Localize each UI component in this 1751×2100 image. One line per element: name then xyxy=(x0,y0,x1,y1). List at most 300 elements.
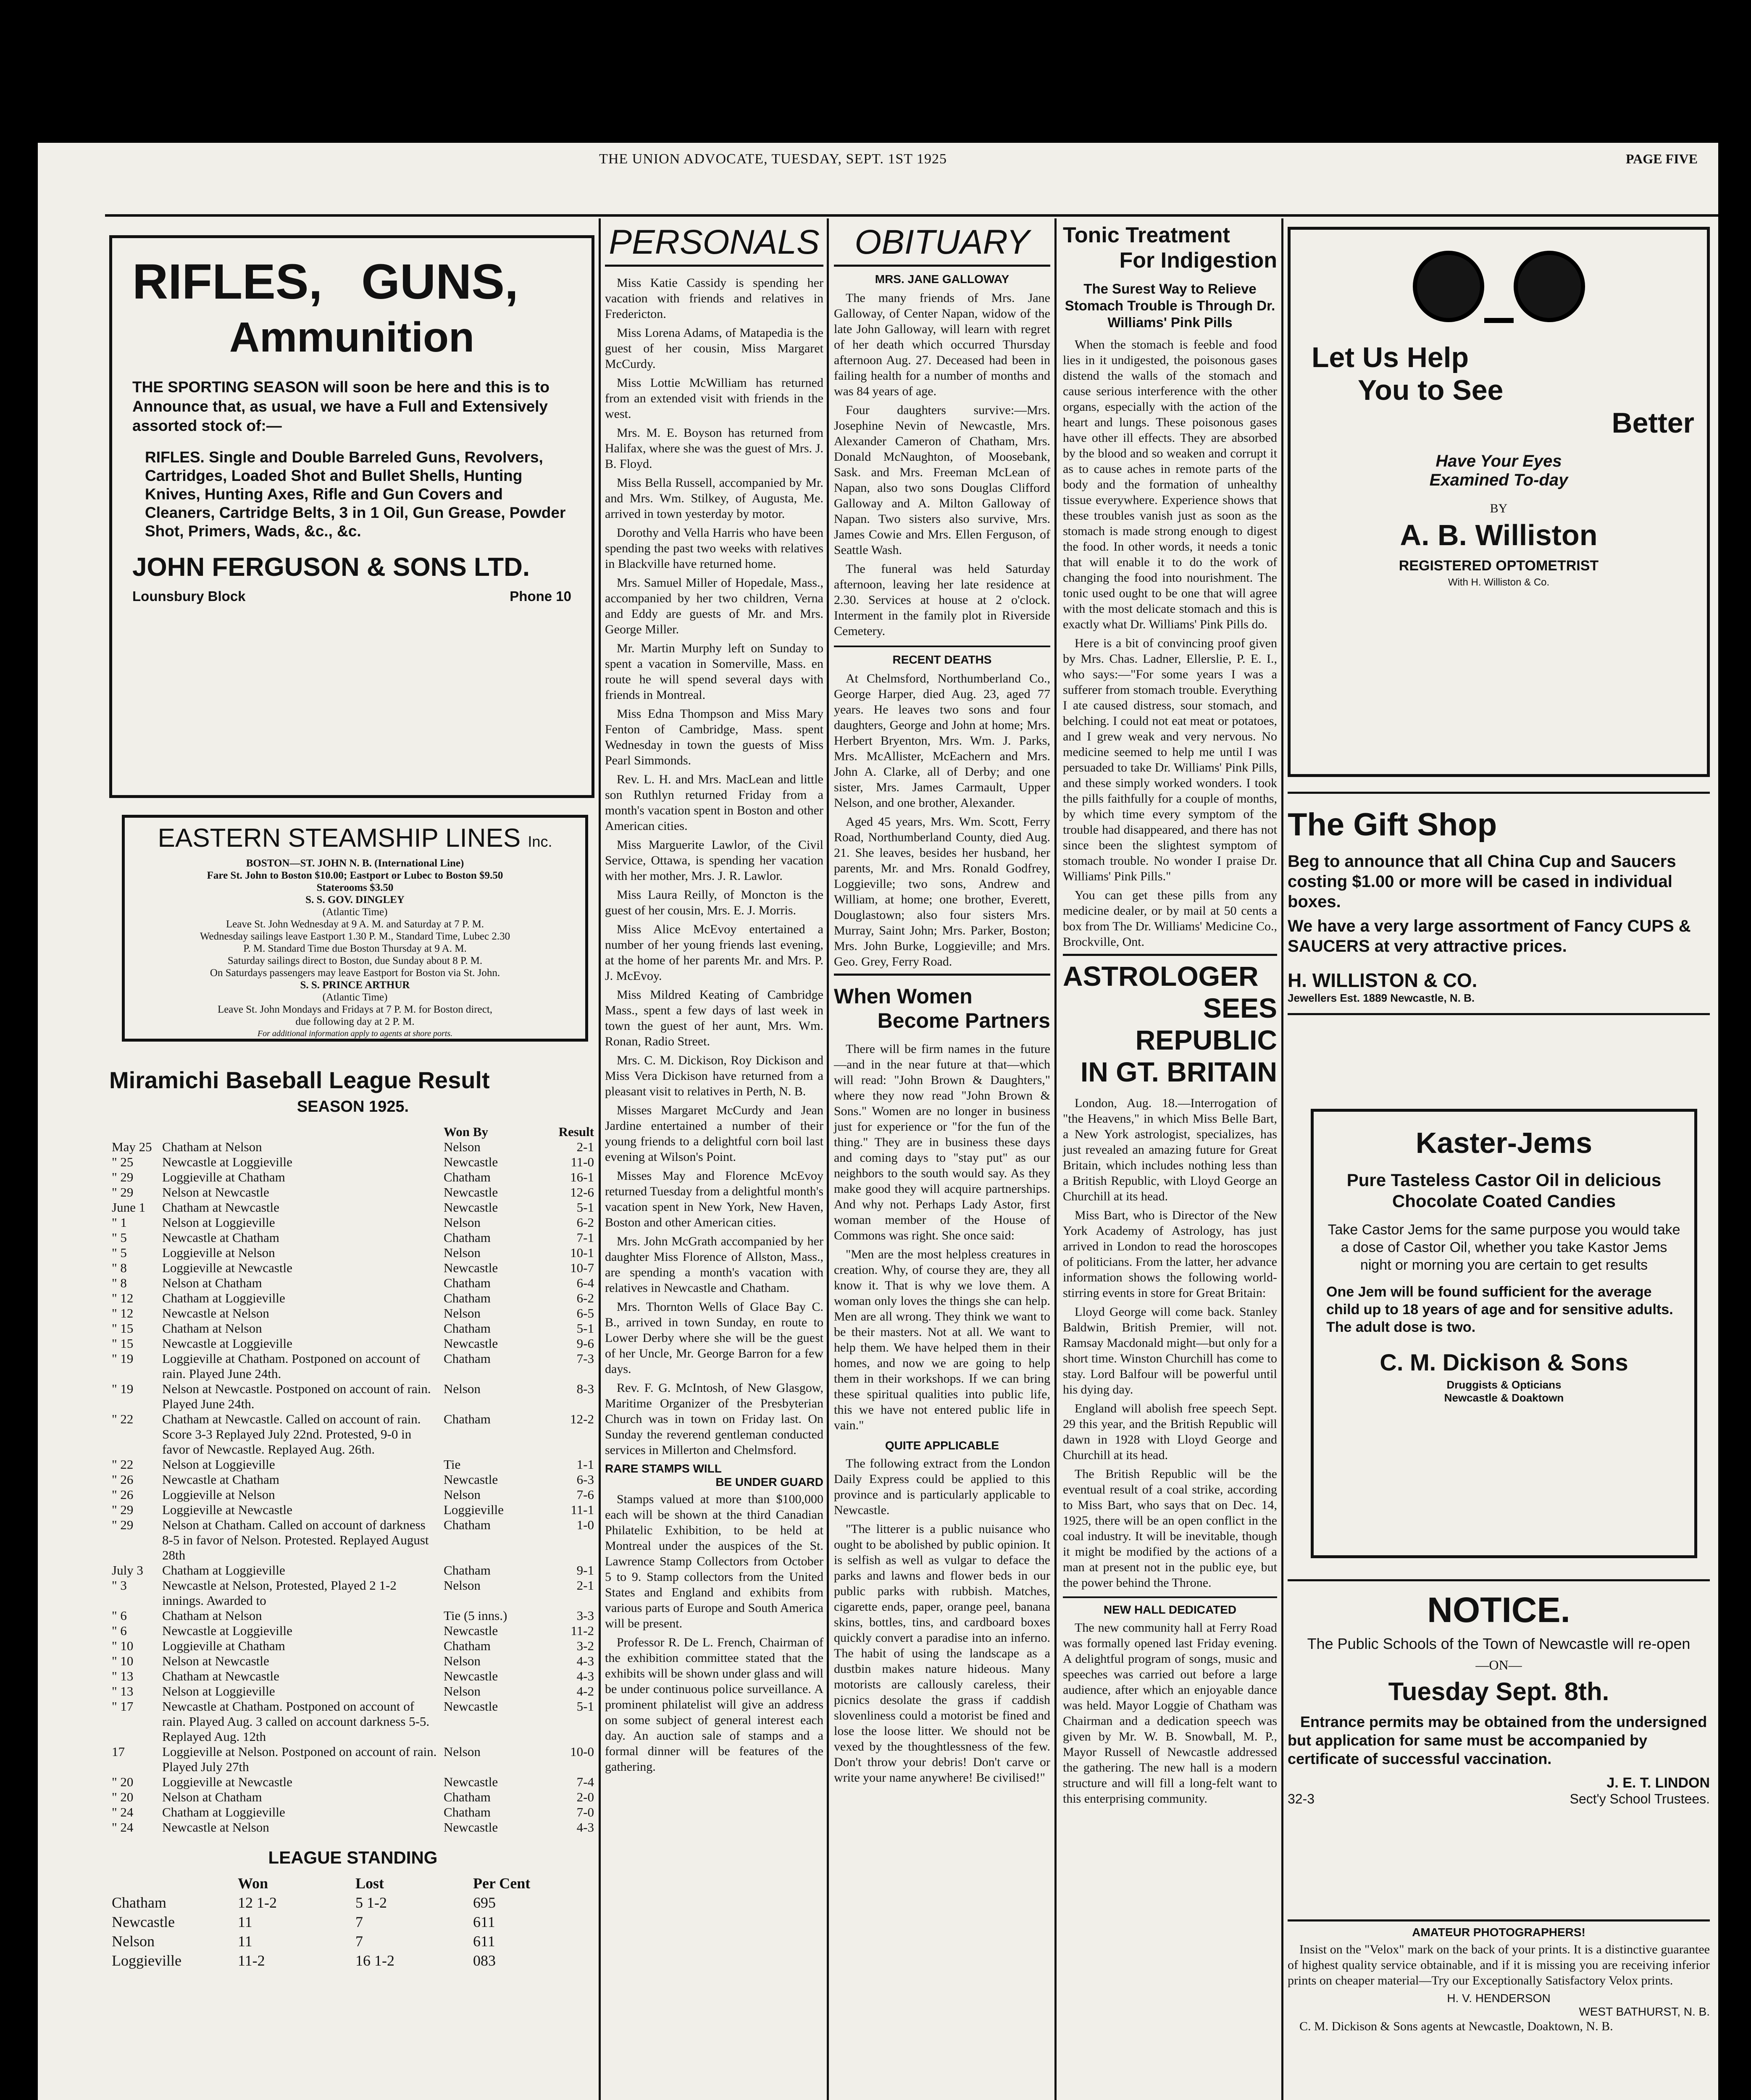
column-rule-4 xyxy=(1281,218,1283,2100)
game-score: 12-2 xyxy=(570,1412,594,1426)
game-winner: Nelson xyxy=(444,1684,481,1698)
kaster-body: Take Castor Jems for the same purpose you would take a dose of Castor Oil, whether you take Kastor Jems night or morning you are certain to get results xyxy=(1328,1222,1680,1273)
standing-row xyxy=(109,1893,597,1912)
tonic-title-2: For Indigestion xyxy=(1119,248,1277,273)
personal-paragraph: Miss Katie Cassidy is spending her vacation with friends and relatives in Fredericton. xyxy=(605,276,823,321)
game-score: 12-6 xyxy=(570,1185,594,1200)
personal-paragraph: Miss Alice McEvoy entertained a number of her young friends last evening, at the home of her parents Mr. and Mrs. P. J. McEvoy. xyxy=(605,922,823,983)
obituary-title: OBITUARY xyxy=(834,223,1050,267)
gift-shop-sub: Jewellers Est. 1889 Newcastle, N. B. xyxy=(1288,992,1475,1004)
game-row xyxy=(109,1170,597,1185)
game-date: " 29 xyxy=(112,1502,134,1517)
game-matchup: Nelson at Chatham xyxy=(162,1790,262,1804)
game-date: " 10 xyxy=(112,1638,134,1653)
steamship-line: On Saturdays passengers may leave Eastport for Boston via St. John. xyxy=(210,967,500,979)
ferguson-address: Lounsbury Block xyxy=(132,588,246,604)
game-matchup: Newcastle at Chatham. Postponed on account of rain. Played Aug. 3 called on account darkness 5-5. Replayed Aug. 12th xyxy=(162,1699,430,1744)
standing-col-head: Won xyxy=(238,1875,268,1892)
standing-row xyxy=(109,1951,597,1970)
game-date: " 1 xyxy=(112,1215,127,1230)
personal-paragraph: Miss Edna Thompson and Miss Mary Fenton of Cambridge, Mass. spent Wednesday in town the guests of Miss Pearl Simmonds. xyxy=(605,707,823,767)
game-winner: Nelson xyxy=(444,1306,481,1320)
game-score: 11-2 xyxy=(571,1623,594,1638)
standing-cell: 611 xyxy=(473,1914,495,1930)
notice-title: NOTICE. xyxy=(1427,1590,1570,1630)
game-score: 6-5 xyxy=(576,1306,594,1320)
kaster-sub: Pure Tasteless Castor Oil in delicious Chocolate Coated Candies xyxy=(1346,1170,1662,1211)
game-row xyxy=(109,1684,597,1699)
game-winner: Newcastle xyxy=(444,1669,498,1683)
stamps-paragraph: Professor R. De L. French, Chairman of the exhibition committee stated that the exhibits will be shown under glass and will be under continuous police surveillance. A prominent philatelist will give an address on some subject of general interest each day. An auction sale of stamps and a formal dinner will be features of the gathering. xyxy=(605,1635,823,1774)
game-winner: Chatham xyxy=(444,1291,491,1305)
game-matchup: Loggieville at Nelson xyxy=(162,1487,275,1502)
standing-cell: Nelson xyxy=(112,1933,155,1950)
game-matchup: Nelson at Chatham. Called on account of darkness 8-5 in favor of Nelson. Protested. Replayed August 28th xyxy=(162,1517,429,1562)
obituary-paragraph: Four daughters survive:—Mrs. Josephine Nevin of Newcastle, Mrs. Alexander Cameron of Chatham, Mrs. Donald McNaughton, of Moosebank, Sask. and Mrs. Freeman McLean of Napan, also two sons Douglas Clifford Galloway and A. Milton Galloway of Napan. Two sisters also survive, Mrs. James Cowie and Mrs. Ellen Ferguson, of Seattle Wash. xyxy=(834,403,1050,557)
game-matchup: Nelson at Newcastle xyxy=(162,1185,269,1200)
game-winner: Newcastle xyxy=(444,1472,498,1487)
game-winner: Newcastle xyxy=(444,1699,498,1714)
gift-shop-firm: H. WILLISTON & CO. xyxy=(1288,969,1478,991)
standing-cell: 5 1-2 xyxy=(355,1894,387,1911)
rifles-intro: THE SPORTING SEASON will soon be here and this is to Announce that, as usual, we have a Full and Extensively assorted stock of:— xyxy=(132,378,549,434)
game-row xyxy=(109,1412,597,1457)
game-row xyxy=(109,1139,597,1155)
game-row xyxy=(109,1321,597,1336)
steamship-line: Leave St. John Wednesday at 9 A. M. and Saturday at 7 P. M. xyxy=(226,919,484,930)
steamship-line: P. M. Standard Time due Boston Thursday at 9 A. M. xyxy=(243,943,467,954)
personal-paragraph: Miss Marguerite Lawlor, of the Civil Service, Ottawa, is spending her vacation with her mother, Mrs. J. R. Lawlor. xyxy=(605,838,823,883)
game-date: " 13 xyxy=(112,1684,134,1698)
standing-cell: Chatham xyxy=(112,1894,166,1911)
game-winner: Nelson xyxy=(444,1744,481,1759)
personal-paragraph: Mrs. Thornton Wells of Glace Bay C. B., arrived in town Sunday, en route to Lower Derby where she will be the guest of her Uncle, Mr. George Barron for a few days. xyxy=(605,1300,823,1376)
guns-title: GUNS, xyxy=(361,254,518,310)
standing-col-head: Lost xyxy=(355,1875,384,1892)
game-matchup: Chatham at Loggieville xyxy=(162,1563,285,1578)
steamship-title: EASTERN STEAMSHIP LINES xyxy=(158,824,521,853)
stamps-article xyxy=(605,1491,823,1774)
steamship-line: S. S. GOV. DINGLEY xyxy=(305,894,405,906)
game-date: " 8 xyxy=(112,1260,127,1275)
game-date: " 12 xyxy=(112,1291,134,1305)
standing-col-head xyxy=(109,1874,235,1893)
standing-cell: 7 xyxy=(355,1914,363,1930)
obituary-paragraph: The funeral was held Saturday afternoon, leaving her late residence at 2.30. Services at house at 2 o'clock. Interment in the family plot in Riverside Cemetery. xyxy=(834,562,1050,638)
game-winner: Chatham xyxy=(444,1517,491,1532)
game-matchup: Nelson at Loggieville xyxy=(162,1215,275,1230)
standing-row xyxy=(109,1932,597,1951)
notice-body-2: Entrance permits may be obtained from the undersigned but application for same must be accompanied by certificate of successful vaccination. xyxy=(1288,1713,1707,1767)
column-rule-2 xyxy=(827,218,829,2100)
game-matchup: Loggieville at Chatham. Postponed on account of rain. Played June 24th. xyxy=(162,1351,420,1381)
game-winner: Newcastle xyxy=(444,1336,498,1351)
column-rule-3 xyxy=(1054,218,1057,2100)
game-date: " 13 xyxy=(112,1669,134,1683)
notice-body: The Public Schools of the Town of Newcastle will re-open xyxy=(1307,1635,1691,1652)
game-matchup: Chatham at Newcastle xyxy=(162,1200,279,1215)
personal-paragraph: Mrs. Samuel Miller of Hopedale, Mass., accompanied by her two children, Verna and Eddy are guests of Mr. and Mrs. George Miller. xyxy=(605,576,823,636)
personals-column xyxy=(605,223,823,1778)
game-score: 1-1 xyxy=(576,1457,594,1472)
notice-date: Tuesday Sept. 8th. xyxy=(1388,1677,1609,1706)
baseball-season: SEASON 1925. xyxy=(297,1098,409,1116)
game-score: 4-3 xyxy=(576,1654,594,1668)
game-matchup: Chatham at Loggieville xyxy=(162,1291,285,1305)
spectacles-icon xyxy=(1303,251,1694,324)
col-won-by: Won By xyxy=(444,1124,488,1139)
game-matchup: Chatham at Nelson xyxy=(162,1608,262,1623)
league-standing-title: LEAGUE STANDING xyxy=(268,1848,438,1867)
game-score: 5-1 xyxy=(576,1699,594,1714)
game-winner: Nelson xyxy=(444,1381,481,1396)
col-result: Result xyxy=(558,1124,594,1139)
game-date: " 26 xyxy=(112,1472,134,1487)
steamship-line: Wednesday sailings leave Eastport 1.30 P. M., Standard Time, Lubec 2.30 xyxy=(200,931,510,942)
game-date: " 29 xyxy=(112,1185,134,1200)
steamship-inc: Inc. xyxy=(528,833,552,850)
game-winner: Newcastle xyxy=(444,1155,498,1169)
game-date: " 5 xyxy=(112,1245,127,1260)
game-row xyxy=(109,1260,597,1276)
tonic-paragraph: Here is a bit of convincing proof given by Mrs. Chas. Ladner, Ellerslie, P. E. I., who says:—"For some years I was a sufferer from stomach trouble. Everything I ate caused distress, sour stomach, and belching. I could not eat meat or potatoes, and I grew weak and very nervous. No medicine seemed to help me until I was persuaded to take Dr. Williams' Pink Pills, and these simply worked wonders. I took the pills faithfully for a couple of months, by which time every symptom of the trouble had disappeared, and there has not since been the slightest symptom of stomach trouble. No wonder I praise Dr. Williams' Pink Pills." xyxy=(1063,636,1277,883)
notice-sign: J. E. T. LINDON xyxy=(1606,1775,1710,1791)
opt-name: A. B. Williston xyxy=(1400,519,1598,551)
game-row xyxy=(109,1608,597,1623)
game-score: 11-1 xyxy=(571,1502,594,1517)
game-date: " 12 xyxy=(112,1306,134,1320)
game-matchup: Loggieville at Newcastle xyxy=(162,1260,292,1275)
kaster-jems-ad xyxy=(1311,1109,1697,1558)
game-winner: Newcastle xyxy=(444,1774,498,1789)
opt-line-4: Have Your Eyes xyxy=(1436,452,1562,470)
game-date: " 24 xyxy=(112,1820,134,1835)
women-head-1: When Women xyxy=(834,984,973,1008)
photog-addr: WEST BATHURST, N. B. xyxy=(1579,2005,1710,2018)
game-score: 2-1 xyxy=(576,1139,594,1154)
ammunition-title: Ammunition xyxy=(229,314,475,361)
tonic-title-1: Tonic Treatment xyxy=(1063,223,1230,247)
rifles-ad xyxy=(109,235,594,798)
personal-paragraph: Miss Lorena Adams, of Matapedia is the guest of her cousin, Miss Margaret McCurdy. xyxy=(605,326,823,371)
game-winner: Newcastle xyxy=(444,1820,498,1835)
game-date: " 15 xyxy=(112,1336,134,1351)
standing-cell: Loggieville xyxy=(112,1952,181,1969)
game-matchup: Newcastle at Nelson, Protested, Played 2 1-2 innings. Awarded to xyxy=(162,1578,397,1608)
kaster-title: Kaster-Jems xyxy=(1415,1126,1593,1159)
game-row xyxy=(109,1457,597,1472)
game-score: 7-4 xyxy=(576,1774,594,1789)
game-date: " 29 xyxy=(112,1170,134,1184)
game-date: " 6 xyxy=(112,1623,127,1638)
standing-cell: 12 1-2 xyxy=(238,1894,277,1911)
astrologer-article xyxy=(1063,1095,1277,1591)
new-hall-head: NEW HALL DEDICATED xyxy=(1063,1596,1277,1617)
standing-cell: 11 xyxy=(238,1914,252,1930)
game-row xyxy=(109,1578,597,1608)
game-date: " 22 xyxy=(112,1457,134,1472)
standing-cell: 7 xyxy=(355,1933,363,1950)
women-paragraph: There will be firm names in the future—and in the near future at that—which will read: "John Brown & Daughters," where they now read "John Brown & Sons." Women are no longer in business just for experience or "for the fun of the thing." They are in business these days and coming days to "stay put" as our neighbors to the south would say. As they make good they will acquire partnerships. And why not. Perhaps Lady Astor, first woman member of the House of Commons was right. She once said: xyxy=(834,1042,1050,1242)
game-row xyxy=(109,1744,597,1774)
death-notice-paragraph: Aged 45 years, Mrs. Wm. Scott, Ferry Road, Northumberland County, died Aug. 21. She leaves, besides her husband, her parents, Mr. and Mrs. Ronald Godfrey, Loggieville; two sons, Andrew and William, at home; one brother, Everett, Douglastown; also four sisters Mrs. Murray, Saint John; Mrs. Parker, Boston; Mrs. John Burke, Loggieville; and Mrs. Geo. Grey, Ferry Road. xyxy=(834,815,1050,969)
game-winner: Loggieville xyxy=(444,1502,504,1517)
game-winner: Newcastle xyxy=(444,1185,498,1200)
obituary-paragraph: The many friends of Mrs. Jane Galloway, of Center Napan, widow of the late John Galloway, will learn with regret of her death which occurred Thursday afternoon Aug. 27. Deceased had been in failing health for a number of months and was 84 years of age. xyxy=(834,291,1050,398)
opt-line-2: You to See xyxy=(1358,374,1504,406)
steamship-line: (Atlantic Time) xyxy=(322,906,388,918)
tonic-paragraph: You can get these pills from any medicine dealer, or by mail at 50 cents a box from The Dr. Williams' Medicine Co., Brockville, Ont. xyxy=(1063,888,1277,949)
kaster-firm: C. M. Dickison & Sons xyxy=(1380,1349,1628,1376)
game-matchup: Loggieville at Newcastle xyxy=(162,1502,292,1517)
personals-title: PERSONALS xyxy=(605,223,823,267)
game-row xyxy=(109,1790,597,1805)
game-row xyxy=(109,1245,597,1260)
quite-applicable-article xyxy=(834,1456,1050,1785)
women-head-2: Become Partners xyxy=(877,1009,1050,1032)
standing-cell: Newcastle xyxy=(112,1914,175,1930)
astrologer-paragraph: Lloyd George will come back. Stanley Baldwin, British Premier, will not. Ramsay Macdonald might—but only for a short time. Winston Churchill has come to stay. Lord Balfour will be powerful until his dying day. xyxy=(1063,1305,1277,1396)
game-matchup: Chatham at Loggieville xyxy=(162,1805,285,1819)
game-row xyxy=(109,1230,597,1245)
game-row xyxy=(109,1306,597,1321)
obituary-column xyxy=(834,223,1050,1789)
game-matchup: Chatham at Nelson xyxy=(162,1321,262,1336)
quite-applicable-paragraph: "The litterer is a public nuisance who ought to be abolished by public opinion. It is selfish as well as vulgar to deface the parks and lawns and flower beds in our public parks with rubbish. Matches, cigarette ends, paper, orange peel, banana skins, bottles, tins, and cardboard boxes quickly convert a paradise into an inferno. The habit of using the landscape as a dustbin makes nature hideous. Many motorists are callously careless, their picnics desolate the grass if caddish slovenliness could a motorist be fined and lose the loose litter. We should not be vexed by the thoughtlessness of the few. Don't throw your debris! Don't carve or write your name anywhere! Be civilised!" xyxy=(834,1522,1050,1785)
standing-row xyxy=(109,1912,597,1932)
game-row xyxy=(109,1654,597,1669)
game-date: July 3 xyxy=(112,1563,143,1578)
game-winner: Chatham xyxy=(444,1638,491,1653)
school-notice xyxy=(1288,1579,1710,1807)
steamship-line: Saturday sailings direct to Boston, due Sunday about 8 P. M. xyxy=(227,955,483,966)
game-matchup: Loggieville at Nelson xyxy=(162,1245,275,1260)
game-date: " 17 xyxy=(112,1699,134,1714)
game-winner: Nelson xyxy=(444,1487,481,1502)
game-date: 17 xyxy=(112,1744,125,1759)
game-matchup: Nelson at Chatham xyxy=(162,1276,262,1290)
game-row xyxy=(109,1336,597,1351)
game-date: " 19 xyxy=(112,1381,134,1396)
game-date: " 26 xyxy=(112,1487,134,1502)
game-matchup: Newcastle at Loggieville xyxy=(162,1336,292,1351)
game-winner: Nelson xyxy=(444,1245,481,1260)
obituary-text xyxy=(834,290,1050,639)
kaster-firm-sub-1: Druggists & Opticians xyxy=(1446,1378,1562,1391)
game-score: 10-7 xyxy=(570,1260,594,1275)
personal-paragraph: Miss Bella Russell, accompanied by Mr. and Mrs. Wm. Stilkey, of Augusta, Me. arrived in town yesterday by motor. xyxy=(605,476,823,521)
game-score: 6-2 xyxy=(576,1215,594,1230)
game-winner: Chatham xyxy=(444,1276,491,1290)
opt-line-5: Examined To-day xyxy=(1429,471,1568,489)
game-matchup: Nelson at Loggieville xyxy=(162,1684,275,1698)
personal-paragraph: Miss Mildred Keating of Cambridge Mass., spent a few days of last week in town the guest of her aunt, Mrs. Wm. Ronan, Radio Street. xyxy=(605,988,823,1048)
game-winner: Chatham xyxy=(444,1790,491,1804)
standing-cell: 16 1-2 xyxy=(355,1952,394,1969)
opt-line-3: Better xyxy=(1612,407,1694,439)
game-date: " 25 xyxy=(112,1155,134,1169)
personal-paragraph: Mr. Martin Murphy left on Sunday to spent a vacation in Somerville, Mass. en route he will spend several days with friends in Montreal. xyxy=(605,641,823,702)
opt-with: With H. Williston & Co. xyxy=(1448,577,1550,588)
column-rule-1 xyxy=(599,218,601,2100)
death-notice-paragraph: At Chelmsford, Northumberland Co., George Harper, died Aug. 23, aged 77 years. He leaves two sons and four daughters, George and John at home; Mrs. Herbert Bryenton, Mrs. Wm. J. Parks, Mrs. McAllister, McEachern and Mrs. John A. Clarke, all of Derby; and one sister, Mrs. James Carmault, Upper Nelson, and one brother, Alexander. xyxy=(834,672,1050,810)
women-paragraph: "Men are the most helpless creatures in creation. Why, of course they are, they all know it. That is why we love them. A woman only loves the things she can help. Men are all wrong. They think we want to be their masters. Not at all. We want to help them. We have helped them in their homes, and now we are going to help them in their workshops. If we can bring these spiritual qualities into public life, this we have not entered public life in vain." xyxy=(834,1247,1050,1432)
notice-ref: 32-3 xyxy=(1288,1791,1315,1806)
game-score: 4-3 xyxy=(576,1669,594,1683)
steamship-line: (Atlantic Time) xyxy=(322,992,388,1003)
personal-paragraph: Miss Laura Reilly, of Moncton is the guest of her cousin, Mrs. E. J. Morris. xyxy=(605,888,823,917)
game-score: 2-0 xyxy=(576,1790,594,1804)
personal-paragraph: Mrs. C. M. Dickison, Roy Dickison and Miss Vera Dickison have returned from a pleasant visit to relatives in Perth, N. B. xyxy=(605,1053,823,1098)
tonic-article xyxy=(1063,337,1277,950)
photog-head: AMATEUR PHOTOGRAPHERS! xyxy=(1412,1926,1585,1939)
game-score: 4-2 xyxy=(576,1684,594,1698)
game-date: June 1 xyxy=(112,1200,146,1215)
game-score: 3-3 xyxy=(576,1608,594,1623)
opt-by: BY xyxy=(1490,501,1508,515)
game-matchup: Chatham at Newcastle xyxy=(162,1669,279,1683)
game-winner: Chatham xyxy=(444,1412,491,1426)
game-row xyxy=(109,1276,597,1291)
rifles-title: RIFLES, xyxy=(132,254,323,310)
game-winner: Nelson xyxy=(444,1654,481,1668)
game-matchup: Loggieville at Chatham xyxy=(162,1638,285,1653)
game-row xyxy=(109,1805,597,1820)
game-matchup: Nelson at Newcastle. Postponed on account of rain. Played June 24th. xyxy=(162,1381,431,1411)
steamship-line: Leave St. John Mondays and Fridays at 7 P. M. for Boston direct, xyxy=(217,1004,493,1015)
game-row xyxy=(109,1820,597,1835)
notice-on: —ON— xyxy=(1475,1657,1522,1672)
game-date: " 10 xyxy=(112,1654,134,1668)
gift-shop-title: The Gift Shop xyxy=(1288,807,1497,843)
personal-paragraph: Misses May and Florence McEvoy returned Tuesday from a delightful month's vacation spent in New York, New Haven, Boston and other American cities. xyxy=(605,1169,823,1229)
steamship-line: Fare St. John to Boston $10.00; Eastport or Lubec to Boston $9.50 xyxy=(207,870,503,881)
astrologer-head-3: IN GT. BRITAIN xyxy=(1080,1056,1277,1087)
game-matchup: Newcastle at Nelson xyxy=(162,1306,269,1320)
astrologer-paragraph: London, Aug. 18.—Interrogation of "the Heavens," in which Miss Belle Bart, a New York astrologist, specializes, has just revealed an amazing future for Great Britain, which includes nothing less than a British Republic, with Lloyd George an Churchill at its head. xyxy=(1063,1096,1277,1203)
game-date: " 20 xyxy=(112,1790,134,1804)
ferguson-firm: JOHN FERGUSON & SONS LTD. xyxy=(132,553,530,582)
optometrist-ad xyxy=(1288,227,1710,777)
game-row xyxy=(109,1351,597,1381)
header-rule xyxy=(105,214,1718,217)
astrologer-paragraph: Miss Bart, who is Director of the New York Academy of Astrology, has just arrived in London to read the horoscopes of politicians. From the latter, her advance information shows the following world-stirring events in store for Great Britain: xyxy=(1063,1208,1277,1300)
gift-shop-ad xyxy=(1288,792,1710,1015)
photog-name: H. V. HENDERSON xyxy=(1447,1992,1551,2005)
recent-deaths-head: RECENT DEATHS xyxy=(834,646,1050,667)
personal-paragraph: Rev. F. G. McIntosh, of New Glasgow, Maritime Organizer of the Presbyterian Church was in town on Friday last. On Sunday the reverend gentleman conducted services in Millerton and Chelmsford. xyxy=(605,1381,823,1457)
personal-paragraph: Mrs. M. E. Boyson has returned from Halifax, where she was the guest of Mrs. J. B. Floyd. xyxy=(605,426,823,471)
baseball-results-table xyxy=(109,1124,597,1835)
game-matchup: Loggieville at Newcastle xyxy=(162,1774,292,1789)
personal-paragraph: Rev. L. H. and Mrs. MacLean and little son Ruthlyn returned Friday from a month's vacation spent in Boston and other American cities. xyxy=(605,772,823,833)
game-winner: Newcastle xyxy=(444,1623,498,1638)
obituary-subtitle: MRS. JANE GALLOWAY xyxy=(875,273,1010,286)
game-winner: Chatham xyxy=(444,1170,491,1184)
game-row xyxy=(109,1638,597,1654)
gift-shop-body-1: Beg to announce that all China Cup and Saucers costing $1.00 or more will be cased in individual boxes. xyxy=(1288,852,1676,911)
game-score: 4-3 xyxy=(576,1820,594,1835)
game-row xyxy=(109,1185,597,1200)
game-score: 10-0 xyxy=(570,1744,594,1759)
steamship-schedule xyxy=(136,857,574,1040)
photog-body: Insist on the "Velox" mark on the back of your prints. It is a distinctive guarantee of highest quality service obtainable, and if it is missing you are receiving inferior prints on cheaper material—Try our Exceptionally Satisfactory Velox prints. xyxy=(1288,1942,1710,1987)
tonic-paragraph: When the stomach is feeble and food lies in it undigested, the poisonous gases distend the walls of the stomach and cause serious interference with the other organs, especially with the action of the heart and lungs. These poisonous gases have other ill effects. They are absorbed by the blood and so weaken and corrupt it as to cause aches in remote parts of the body and the formation of unhealthy tissue everywhere. Experience shows that these troubles vanish just as soon as the stomach is made strong enough to digest the food. In other words, it needs a tonic that will enable it to do the work of changing the food into nourishment. The tonic used ought to be one that will agree with the most delicate stomach and this is exactly what Dr. Williams' Pink Pills do. xyxy=(1063,338,1277,631)
league-standing-table xyxy=(109,1874,597,1970)
game-matchup: Nelson at Loggieville xyxy=(162,1457,275,1472)
running-head: THE UNION ADVOCATE, TUESDAY, SEPT. 1ST 1925 xyxy=(599,151,947,167)
game-score: 5-1 xyxy=(576,1321,594,1336)
baseball-title: Miramichi Baseball League Result xyxy=(109,1067,490,1093)
opt-line-1: Let Us Help xyxy=(1312,341,1469,373)
game-winner: Chatham xyxy=(444,1321,491,1336)
quite-applicable-paragraph: The following extract from the London Daily Express could be applied to this province and is particularly applicable to Newcastle. xyxy=(834,1457,1050,1517)
game-score: 9-6 xyxy=(576,1336,594,1351)
game-matchup: Chatham at Newcastle. Called on account of rain. Score 3-3 Replayed July 22nd. Protested, 9-0 in favor of Newcastle. Replayed Aug. 26th. xyxy=(162,1412,421,1457)
game-date: " 5 xyxy=(112,1230,127,1245)
game-date: " 6 xyxy=(112,1608,127,1623)
game-score: 6-4 xyxy=(576,1276,594,1290)
new-hall-text: The new community hall at Ferry Road was formally opened last Friday evening. A delightful program of songs, music and speeches was carried out before a large audience, after which an enjoyable dance was held. Mayor Loggie of Chatham was Chairman and a dedication speech was given by Mr. W. B. Snowball, M. P., Mayor Russell of Newcastle addressed the gathering. The new hall is a modern structure and will fill a long-felt want to this enterprising community. xyxy=(1063,1621,1277,1806)
game-score: 16-1 xyxy=(570,1170,594,1184)
astrologer-head-2: SEES REPUBLIC xyxy=(1135,992,1277,1055)
steamship-line: due following day at 2 P. M. xyxy=(295,1016,415,1027)
game-winner: Chatham xyxy=(444,1230,491,1245)
women-article xyxy=(834,1041,1050,1433)
game-score: 3-2 xyxy=(576,1638,594,1653)
notice-sign-sub: Sect'y School Trustees. xyxy=(1570,1791,1710,1806)
quite-applicable-head: QUITE APPLICABLE xyxy=(885,1439,999,1452)
game-row xyxy=(109,1669,597,1684)
game-score: 6-2 xyxy=(576,1291,594,1305)
game-matchup: Nelson at Newcastle xyxy=(162,1654,269,1668)
standing-cell: 611 xyxy=(473,1933,495,1950)
game-score: 9-1 xyxy=(576,1563,594,1578)
personal-paragraph: Miss Lottie McWilliam has returned from an extended visit with friends in the west. xyxy=(605,376,823,421)
game-score: 7-0 xyxy=(576,1805,594,1819)
game-date: " 8 xyxy=(112,1276,127,1290)
game-row xyxy=(109,1472,597,1487)
page-number: PAGE FIVE xyxy=(1626,151,1698,166)
steamship-line: Staterooms $3.50 xyxy=(316,882,394,893)
opt-title: REGISTERED OPTOMETRIST xyxy=(1399,558,1599,574)
game-row xyxy=(109,1517,597,1563)
astrologer-paragraph: England will abolish free speech Sept. 29 this year, and the British Republic will dawn in 1928 with Lloyd George and Churchill at its head. xyxy=(1063,1402,1277,1462)
personal-paragraph: Mrs. John McGrath accompanied by her daughter Miss Florence of Allston, Mass., are spending a month's vacation with relatives in Newcastle and Chatham. xyxy=(605,1234,823,1295)
standing-cell: 11-2 xyxy=(238,1952,265,1969)
game-matchup: Newcastle at Loggieville xyxy=(162,1623,292,1638)
game-score: 8-3 xyxy=(576,1381,594,1396)
astrologer-paragraph: The British Republic will be the eventual result of a coal strike, according to Miss Bart, who says that on Dec. 14, 1925, there will be an open conflict in the coal industry. It will be inevitable, though it might be modified by the actions of a man at present not in the public eye, but the power behind the Throne. xyxy=(1063,1467,1277,1590)
game-date: " 24 xyxy=(112,1805,134,1819)
game-date: " 20 xyxy=(112,1774,134,1789)
game-winner: Chatham xyxy=(444,1351,491,1366)
game-date: May 25 xyxy=(112,1139,152,1154)
steamship-line: For additional information apply to agents at shore ports. xyxy=(257,1029,453,1038)
game-date: " 19 xyxy=(112,1351,134,1366)
game-row xyxy=(109,1502,597,1517)
ferguson-phone: Phone 10 xyxy=(510,588,571,604)
game-matchup: Loggieville at Nelson. Postponed on account of rain. Played July 27th xyxy=(162,1744,437,1774)
game-score: 2-1 xyxy=(576,1578,594,1593)
steamship-line: BOSTON—ST. JOHN N. B. (International Line) xyxy=(246,858,464,869)
astrologer-head-1: ASTROLOGER xyxy=(1063,961,1259,992)
game-score: 7-1 xyxy=(576,1230,594,1245)
game-row xyxy=(109,1215,597,1230)
standing-cell: 11 xyxy=(238,1933,252,1950)
steamship-ad xyxy=(122,815,588,1042)
standing-col-head: Per Cent xyxy=(473,1875,531,1892)
